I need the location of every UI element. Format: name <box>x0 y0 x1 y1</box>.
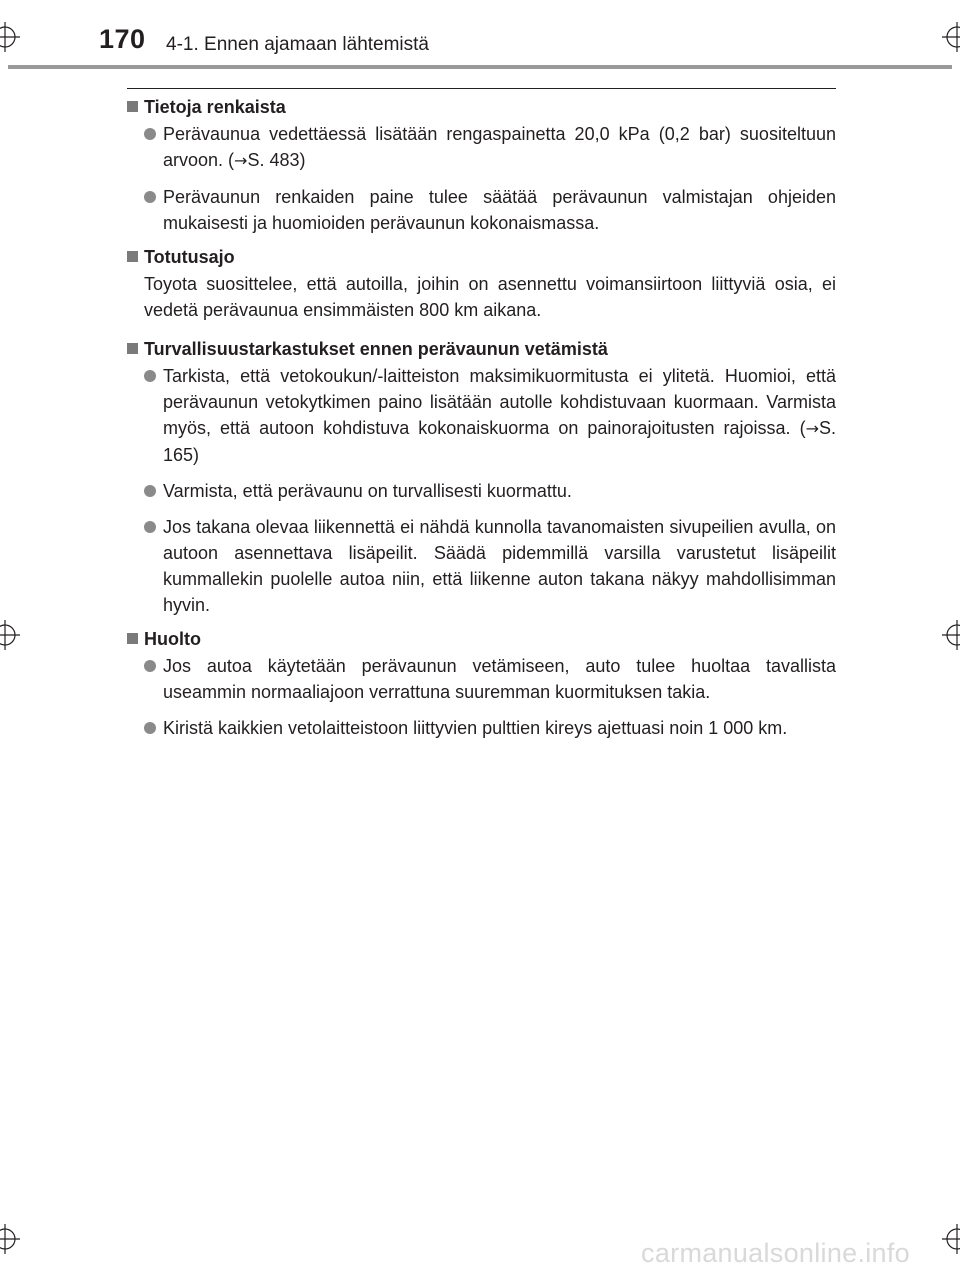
registration-mark-top-right-icon <box>942 22 960 52</box>
section-heading <box>127 245 836 269</box>
list-item <box>127 184 836 236</box>
arrow-right-icon: → <box>234 151 248 170</box>
section-heading <box>127 337 836 361</box>
list-item <box>127 653 836 705</box>
list-item-text: Perävaunua vedettäessä lisätään rengaspainetta 20,0 kPa (0,2 bar) suositeltuun arvoon. ( <box>163 124 836 170</box>
page-reference-link[interactable]: S. 483) <box>247 150 306 170</box>
arrow-right-icon: → <box>805 419 819 438</box>
section-heading <box>127 95 836 119</box>
section-break-in <box>127 245 836 323</box>
list-item <box>127 121 836 174</box>
page-reference-link[interactable]: S. 165) <box>163 418 836 465</box>
square-bullet-icon <box>127 633 138 644</box>
section-heading-text: Huolto <box>144 629 201 649</box>
page-number: 170 <box>99 24 146 54</box>
square-bullet-icon <box>127 343 138 354</box>
circle-bullet-icon <box>144 722 156 734</box>
circle-bullet-icon <box>144 191 156 203</box>
section-maintenance <box>127 627 836 741</box>
watermark: carmanualsonline.info <box>641 1238 910 1268</box>
circle-bullet-icon <box>144 128 156 140</box>
registration-mark-mid-left-icon <box>0 620 20 650</box>
section-heading-text: Totutusajo <box>144 247 235 267</box>
section-safety-checks <box>127 337 836 618</box>
list-item <box>127 363 836 468</box>
section-heading-text: Turvallisuustarkastukset ennen perävaunun vetämistä <box>144 339 608 359</box>
registration-mark-bottom-left-icon <box>0 1224 20 1254</box>
circle-bullet-icon <box>144 521 156 533</box>
registration-mark-mid-right-icon <box>942 620 960 650</box>
list-item <box>127 514 836 618</box>
page-content <box>127 95 836 750</box>
list-item-text: Jos autoa käytetään perävaunun vetämiseen, auto tulee huoltaa tavallista useammin normaaliajoon verrattuna suuremman kuormituksen takia. <box>163 656 836 702</box>
list-item-text: Varmista, että perävaunu on turvallisesti kuormattu. <box>163 481 572 501</box>
circle-bullet-icon <box>144 485 156 497</box>
section-heading-text: Tietoja renkaista <box>144 97 286 117</box>
section-tire-info <box>127 95 836 236</box>
registration-mark-top-left-icon <box>0 22 20 52</box>
section-heading <box>127 627 836 651</box>
list-item-text: Perävaunun renkaiden paine tulee säätää perävaunun valmistajan ohjeiden mukaisesti ja huomioiden perävaunun kokonaismassa. <box>163 187 836 233</box>
list-item-text: Kiristä kaikkien vetolaitteistoon liittyvien pulttien kireys ajettuasi noin 1 000 km. <box>163 718 788 738</box>
registration-mark-bottom-right-icon <box>942 1224 960 1254</box>
square-bullet-icon <box>127 101 138 112</box>
list-item <box>127 715 836 741</box>
list-item-text: Tarkista, että vetokoukun/-laitteiston maksimikuormitusta ei ylitetä. Huomioi, että perävaunun vetokytkimen paino lisätään autolle kohdistuvaan kuormaan. Varmista myös, että autoon kohdistuva kokonaiskuorma on painorajoitusten rajoissa. ( <box>163 366 836 438</box>
section-paragraph: Toyota suosittelee, että autoilla, joihin on asennettu voimansiirtoon liittyviä osia, ei vedetä perävaunua ensimmäisten 800 km aikana. <box>144 274 836 320</box>
circle-bullet-icon <box>144 370 156 382</box>
list-item <box>127 478 836 504</box>
circle-bullet-icon <box>144 660 156 672</box>
header-divider <box>8 65 952 69</box>
square-bullet-icon <box>127 251 138 262</box>
list-item-text: Jos takana olevaa liikennettä ei nähdä kunnolla tavanomaisten sivupeilien avulla, on autoon asennettava lisäpeilit. Säädä pidemmillä varsilla varustetut lisäpeilit kummallekin puolelle autoa niin, että liikenne auton takana näkyy mahdollisimman hyvin. <box>163 517 836 615</box>
chapter-section-title: 4-1. Ennen ajamaan lähtemistä <box>166 34 429 55</box>
content-top-divider <box>127 88 836 89</box>
